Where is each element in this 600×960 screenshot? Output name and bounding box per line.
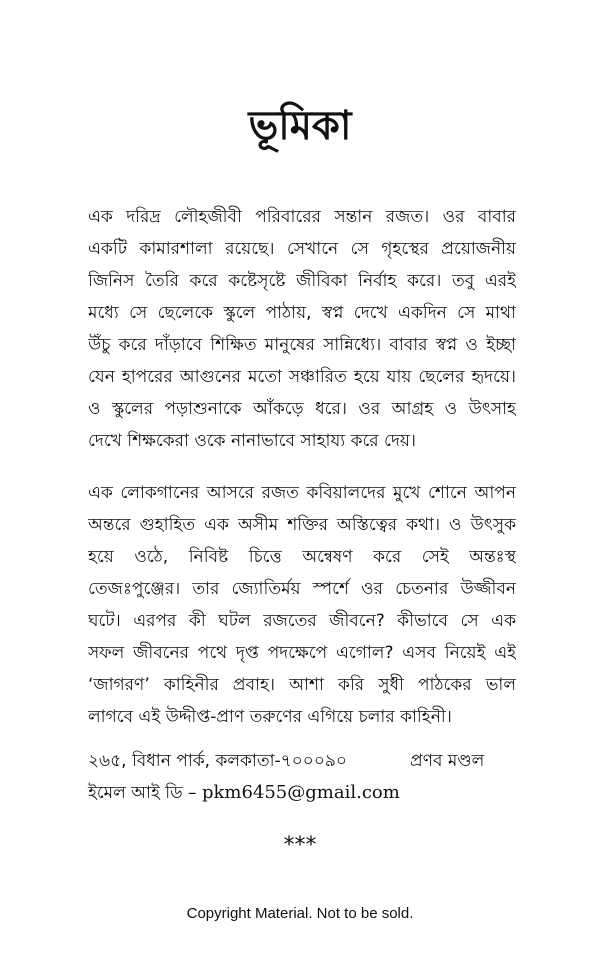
text-line: লাগবে এই উদ্দীপ্ত-প্রাণ তরুণের এগিয়ে চলার কাহিনী। [88, 707, 452, 727]
text-line: উঁচু করে দাঁড়াবে শিক্ষিত মানুষের সান্নিধ্যে। বাবার স্বপ্ন ও ইচ্ছা [88, 335, 516, 355]
text-line: ঘটে। এরপর কী ঘটল রজতের জীবনে? কীভাবে সে এক [88, 611, 516, 631]
text-line: ও স্কুলের পড়াশুনাকে আঁকড়ে ধরে। ওর আগ্রহ ও উৎসাহ [88, 399, 516, 419]
signature-block [88, 746, 518, 776]
text-line: হয়ে ওঠে, নিবিষ্ট চিত্তে অন্বেষণ করে সেই অন্তঃস্থ [88, 547, 516, 567]
text-line: তেজঃপুঞ্জের। তার জ্যোতির্ময় স্পর্শে ওর চেতনার উজ্জীবন [88, 579, 516, 599]
author-name: প্রণব মণ্ডল [410, 751, 485, 771]
copyright-notice: Copyright Material. Not to be sold. [186, 905, 414, 922]
text-line: যেন হাপরের আগুনের মতো সঞ্চারিত হয়ে যায় ছেলের হৃদয়ে। [88, 367, 516, 387]
text-line: জিনিস তৈরি করে কষ্টেসৃষ্টে জীবিকা নির্বাহ করে। তবু এরই [88, 271, 516, 291]
section-separator: *** [283, 833, 317, 858]
email-address: pkm6455@gmail.com [201, 782, 400, 803]
paragraph-2 [88, 477, 516, 733]
paragraph-1 [88, 201, 516, 457]
text-line: সফল জীবনের পথে দৃপ্ত পদক্ষেপে এগোল? এসব নিয়েই এই [88, 643, 516, 663]
text-line: দেখে শিক্ষকেরা ওকে নানাভাবে সাহায্য করে দেয়। [88, 431, 416, 451]
text-line: একটি কামারশালা রয়েছে। সেখানে সে গৃহস্থের প্রয়োজনীয় [88, 239, 516, 259]
text-line: মধ্যে সে ছেলেকে স্কুলে পাঠায়, স্বপ্ন দেখে একদিন সে মাথা [88, 303, 516, 323]
email-label: ইমেল আই ডি – [88, 783, 197, 803]
text-line: অন্তরে গুহাহিত এক অসীম শক্তির অস্তিত্বের কথা। ও উৎসুক [88, 515, 516, 535]
address: ২৬৫, বিধান পার্ক, কলকাতা-৭০০০৯০ [88, 751, 347, 771]
text-line: এক লোকগানের আসরে রজত কবিয়ালদের মুখে শোনে আপন [88, 483, 516, 503]
text-line: ‘জাগরণ’ কাহিনীর প্রবাহ। আশা করি সুধী পাঠকের ভাল [88, 675, 516, 695]
text-line: এক দরিদ্র লৌহজীবী পরিবারের সন্তান রজত। ওর বাবার [88, 207, 516, 227]
page-title: ভূমিকা [248, 103, 352, 149]
email-row [88, 778, 518, 808]
